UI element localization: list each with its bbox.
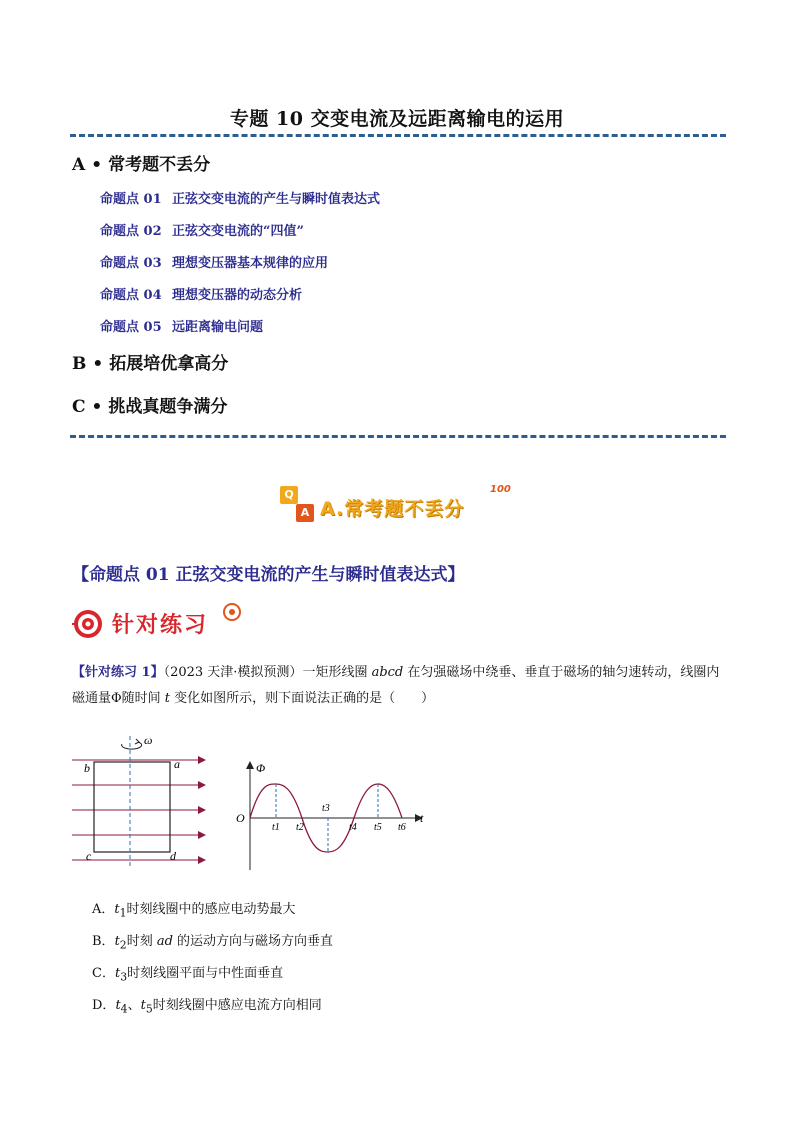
topic-label: 理想变压器的动态分析 (172, 288, 303, 303)
target-icon (72, 606, 108, 642)
option-key: A． (92, 902, 115, 917)
question-text-3: 变化如图所示，则下面说法正确的是（ ） (170, 691, 435, 706)
var-abcd: abcd (371, 665, 404, 680)
question-text (72, 660, 724, 712)
question-text-2: 在匀强磁场中绕垂、垂直于磁场的轴匀速转动，线圈内磁通量Φ随时间 (72, 665, 720, 706)
option-d[interactable] (92, 994, 322, 1016)
topic-num: 命题点 02 (100, 224, 162, 239)
section-b: B • 拓展培优拿高分 (72, 354, 229, 374)
section-label: 挑战真题争满分 (108, 397, 228, 417)
label-d: d (170, 849, 176, 863)
topic-num: 命题点 01 (100, 192, 162, 207)
question-source: （2023 天津·模拟预测） (163, 665, 303, 680)
banner-text: A.常考题不丢分 (320, 498, 465, 520)
option-a[interactable] (92, 898, 296, 920)
label-omega: ω (144, 733, 153, 747)
tick-t2: t2 (296, 822, 304, 833)
origin-label: O (236, 811, 245, 825)
option-key: B． (92, 934, 115, 949)
section-letter: B (72, 354, 87, 374)
section-label: 拓展培优拿高分 (109, 354, 229, 374)
divider-top (70, 134, 726, 137)
qa-a-icon: A (296, 504, 314, 522)
topic-label: 正弦交变电流的“四值” (172, 224, 304, 239)
option-var: t (114, 902, 120, 917)
label-c: c (86, 849, 92, 863)
option-var-ad: ad (156, 934, 173, 949)
t-axis-label: t (420, 811, 424, 825)
option-sub: 1 (119, 906, 127, 920)
option-text-2: 的运动方向与磁场方向垂直 (172, 934, 334, 949)
topic-item-03 (100, 252, 328, 271)
tick-t6: t6 (398, 822, 406, 833)
option-c[interactable] (92, 962, 283, 984)
option-text: 时刻 (126, 934, 157, 949)
option-var: t (114, 934, 120, 949)
option-key: C． (92, 966, 115, 981)
topic-item-01 (100, 188, 380, 207)
section-letter: C (72, 397, 86, 417)
section-label: 常考题不丢分 (108, 155, 211, 175)
topic-num: 命题点 03 (100, 256, 162, 271)
topic-item-02 (100, 220, 304, 239)
page-title: 专题 10 交变电流及远距离输电的运用 (229, 108, 565, 130)
section-a: A • 常考题不丢分 (72, 155, 211, 175)
var-t: t (164, 691, 171, 706)
label-b: b (84, 761, 90, 775)
score-100-badge: 100 (490, 484, 511, 495)
option-key: D． (92, 998, 116, 1013)
option-var-2: t (140, 998, 146, 1013)
topic-label: 正弦交变电流的产生与瞬时值表达式 (172, 192, 381, 207)
phi-label: Φ (256, 761, 266, 775)
qa-q-icon: Q (280, 486, 298, 504)
tick-t1: t1 (272, 822, 280, 833)
option-sub: 3 (120, 970, 128, 984)
option-sep: 、 (127, 998, 141, 1013)
option-text: 时刻线圈中感应电流方向相同 (152, 998, 322, 1013)
section-c: C • 挑战真题争满分 (72, 397, 228, 417)
topic-item-04 (100, 284, 302, 303)
practice-label: 针对练习 (112, 613, 209, 638)
dart-icon (222, 602, 242, 622)
section-banner (276, 484, 512, 528)
option-text: 时刻线圈平面与中性面垂直 (127, 966, 284, 981)
option-var: t (115, 998, 121, 1013)
topic-label: 理想变压器基本规律的应用 (172, 256, 329, 271)
section-letter: A (72, 155, 86, 175)
option-sub: 2 (119, 938, 127, 952)
practice-banner (72, 602, 252, 646)
topic-label: 远距离输电问题 (172, 320, 264, 335)
option-sub: 4 (120, 1002, 128, 1016)
coil-figure (70, 728, 210, 870)
question-tag: 【针对练习 1】 (72, 665, 164, 680)
topic-item-05 (100, 316, 263, 335)
topic-heading: 【命题点 01 正弦交变电流的产生与瞬时值表达式】 (72, 565, 465, 585)
option-b[interactable] (92, 930, 333, 952)
option-var: t (114, 966, 121, 981)
tick-t5: t5 (374, 822, 382, 833)
flux-graph (232, 758, 432, 874)
option-text: 时刻线圈中的感应电动势最大 (126, 902, 296, 917)
question-text-1: 一矩形线圈 (302, 665, 372, 680)
option-sub-2: 5 (145, 1002, 153, 1016)
topic-num: 命题点 05 (100, 320, 162, 335)
tick-t4: t4 (349, 822, 357, 833)
tick-t3: t3 (322, 803, 330, 814)
topic-num: 命题点 04 (100, 288, 162, 303)
label-a: a (174, 757, 180, 771)
divider-bottom (70, 435, 726, 438)
